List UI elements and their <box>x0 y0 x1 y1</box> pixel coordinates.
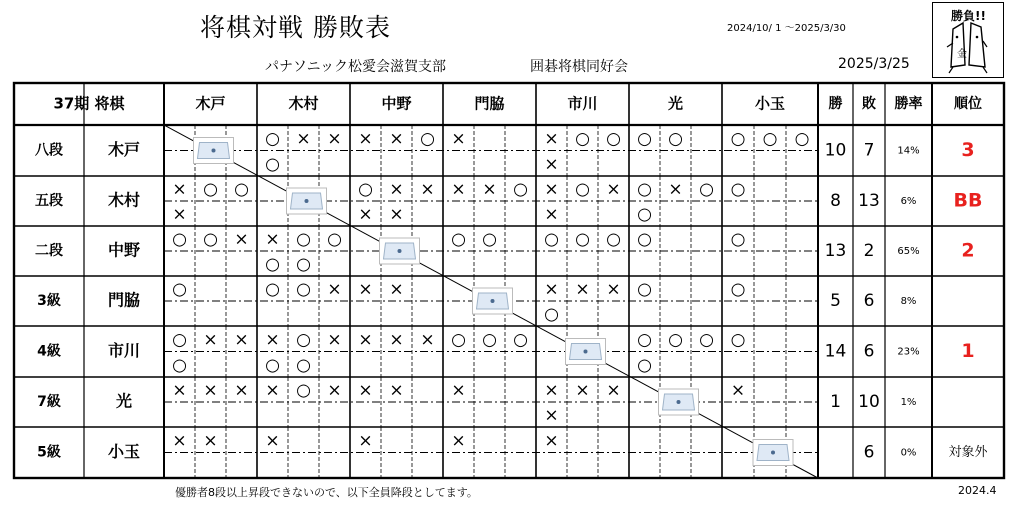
row-win-rate: 1% <box>900 397 917 408</box>
match-result-mark: ○ <box>265 254 280 275</box>
match-result-mark: × <box>358 204 373 225</box>
match-result-mark: ○ <box>296 329 311 350</box>
match-result-mark: ○ <box>265 128 280 149</box>
match-result-mark: × <box>544 154 559 175</box>
column-header-rate: 勝率 <box>894 96 923 112</box>
row-rank: 4級 <box>37 343 61 360</box>
match-result-mark: ○ <box>358 179 373 200</box>
match-result-mark: ○ <box>637 229 652 250</box>
row-place: 2 <box>961 239 975 262</box>
row-win-rate: 23% <box>897 346 920 358</box>
row-losses: 7 <box>863 140 875 161</box>
row-place: 1 <box>961 340 975 362</box>
match-result-mark: ○ <box>762 128 778 149</box>
row-losses: 10 <box>858 392 880 412</box>
column-header-player: 小玉 <box>754 94 786 113</box>
match-result-mark: × <box>451 179 466 200</box>
corner-label: 37期 将棋 <box>53 94 125 113</box>
match-result-mark: ○ <box>513 329 528 350</box>
row-player-name: 小玉 <box>107 442 141 461</box>
shogi-piece-icon <box>659 389 699 415</box>
match-result-mark: ○ <box>265 355 280 376</box>
match-result-mark: ○ <box>575 128 590 149</box>
row-rank: 八段 <box>35 142 63 159</box>
match-result-mark: ○ <box>668 329 683 350</box>
table-border <box>14 83 1004 478</box>
match-result-mark: ○ <box>606 229 621 250</box>
match-result-mark: ○ <box>699 179 714 200</box>
match-result-mark: × <box>482 179 497 200</box>
match-result-mark: × <box>420 329 435 350</box>
match-result-mark: × <box>544 380 559 401</box>
match-result-mark: ○ <box>730 229 746 250</box>
page-title: 将棋対戦 勝敗表 <box>200 13 391 42</box>
match-result-mark: × <box>234 380 249 401</box>
match-result-mark: × <box>606 279 621 300</box>
row-rank: 3級 <box>37 293 61 309</box>
match-result-mark: × <box>203 380 218 401</box>
shogi-piece-icon <box>380 238 420 264</box>
match-result-mark: × <box>265 430 280 451</box>
match-result-mark: ○ <box>637 204 652 225</box>
organization-name: パナソニック松愛会滋賀支部 <box>265 59 447 75</box>
column-header-losses: 敗 <box>862 96 876 112</box>
match-result-mark: × <box>544 179 559 200</box>
row-wins: 5 <box>830 291 841 311</box>
club-name: 囲碁将棋同好会 <box>530 59 628 75</box>
row-win-rate: 0% <box>900 447 917 459</box>
match-result-mark: ○ <box>296 229 311 250</box>
period-range: 2024/10/ 1 ～2025/3/30 <box>727 23 846 34</box>
match-result-mark: ○ <box>420 128 435 149</box>
match-result-mark: × <box>451 128 466 149</box>
row-losses: 13 <box>858 191 880 211</box>
row-wins: 10 <box>824 140 847 161</box>
row-wins: 14 <box>824 341 847 362</box>
match-result-mark: × <box>451 380 466 401</box>
match-result-mark: ○ <box>575 229 590 250</box>
match-result-mark: × <box>358 380 373 401</box>
match-result-mark: × <box>327 279 342 300</box>
match-result-mark: × <box>389 204 404 225</box>
row-player-name: 木戸 <box>107 140 141 159</box>
match-result-mark: ○ <box>668 128 683 149</box>
row-place: 3 <box>961 139 975 161</box>
match-result-mark: ○ <box>172 229 187 250</box>
match-result-mark: × <box>389 380 404 401</box>
match-result-mark: × <box>265 380 280 401</box>
match-result-mark: × <box>389 179 404 200</box>
match-result-mark: × <box>327 329 342 350</box>
match-result-mark: × <box>544 128 559 149</box>
match-result-mark: ○ <box>203 179 218 200</box>
row-rank: 五段 <box>35 193 63 209</box>
shogi-piece-icon <box>194 138 234 164</box>
row-losses: 6 <box>863 341 875 362</box>
row-win-rate: 65% <box>897 246 920 257</box>
match-result-mark: ○ <box>172 329 187 350</box>
row-place: 対象外 <box>948 445 988 460</box>
match-result-mark: ○ <box>513 179 528 200</box>
match-result-mark: × <box>389 329 404 350</box>
match-result-mark: ○ <box>699 329 714 350</box>
logo-piece-label: 金 <box>957 49 967 60</box>
match-result-mark: × <box>203 329 218 350</box>
match-result-mark: × <box>358 128 373 149</box>
match-result-mark: ○ <box>482 329 497 350</box>
match-result-mark: ○ <box>234 179 249 200</box>
match-result-mark: ○ <box>172 279 187 300</box>
match-result-mark: ○ <box>606 128 621 149</box>
match-result-mark: ○ <box>296 254 311 275</box>
match-result-mark: ○ <box>172 355 187 376</box>
match-result-mark: × <box>544 405 559 426</box>
match-result-mark: ○ <box>203 229 218 250</box>
shogi-piece-icon <box>566 339 606 365</box>
match-result-mark: × <box>296 128 311 149</box>
column-header-player: 光 <box>667 94 684 113</box>
match-result-mark: × <box>730 380 746 401</box>
match-result-mark: ○ <box>544 229 559 250</box>
match-result-mark: ○ <box>637 329 652 350</box>
match-result-mark: × <box>606 380 621 401</box>
match-result-mark: × <box>544 279 559 300</box>
row-losses: 2 <box>863 241 875 261</box>
match-result-mark: × <box>327 380 342 401</box>
row-wins: 8 <box>830 191 841 211</box>
match-result-mark: ○ <box>794 128 810 149</box>
match-result-mark: ○ <box>730 329 746 350</box>
match-result-mark: × <box>389 128 404 149</box>
match-result-mark: × <box>172 204 187 225</box>
match-result-mark: × <box>606 179 621 200</box>
match-result-mark: ○ <box>451 229 466 250</box>
logo-text: 勝負!! <box>951 9 986 23</box>
match-result-mark: ○ <box>730 179 746 200</box>
row-win-rate: 14% <box>897 145 920 157</box>
column-header-player: 木戸 <box>195 94 226 113</box>
match-result-mark: ○ <box>296 355 311 376</box>
match-result-mark: × <box>172 430 187 451</box>
shogi-piece-icon <box>473 288 513 314</box>
row-player-name: 木村 <box>107 190 141 210</box>
match-result-mark: ○ <box>637 128 652 149</box>
row-rank: 5級 <box>37 444 61 461</box>
match-result-mark: × <box>389 279 404 300</box>
match-result-mark: × <box>265 229 280 250</box>
match-result-mark: ○ <box>265 279 280 300</box>
match-result-mark: ○ <box>730 279 746 300</box>
match-result-mark: ○ <box>637 279 652 300</box>
row-place: BB <box>953 189 983 212</box>
report-date: 2025/3/25 <box>838 56 910 72</box>
match-result-mark: ○ <box>327 229 342 250</box>
column-header-place: 順位 <box>954 96 982 112</box>
column-header-wins: 勝 <box>828 96 843 112</box>
match-result-mark: × <box>234 329 249 350</box>
match-result-mark: × <box>544 430 559 451</box>
match-result-mark: × <box>234 229 249 250</box>
row-player-name: 市川 <box>107 341 141 360</box>
column-header-player: 中野 <box>381 94 412 113</box>
match-result-mark: ○ <box>265 154 280 175</box>
column-header-player: 市川 <box>567 94 598 113</box>
row-player-name: 門脇 <box>107 290 141 310</box>
shogi-piece-icon <box>287 188 327 214</box>
match-result-mark: ○ <box>637 179 652 200</box>
match-result-mark: ○ <box>575 179 590 200</box>
row-player-name: 中野 <box>107 240 141 260</box>
footer-version: 2024.4 <box>958 484 997 497</box>
column-header-player: 木村 <box>288 94 319 113</box>
row-wins: 13 <box>824 241 847 261</box>
row-win-rate: 8% <box>900 296 917 307</box>
match-result-mark: ○ <box>544 304 559 325</box>
match-result-mark: × <box>172 380 187 401</box>
match-result-mark: × <box>358 329 373 350</box>
match-result-mark: × <box>544 204 559 225</box>
match-result-mark: × <box>265 329 280 350</box>
row-win-rate: 6% <box>900 196 917 207</box>
match-result-mark: ○ <box>296 380 311 401</box>
match-result-mark: ○ <box>451 329 466 350</box>
match-result-mark: × <box>420 179 435 200</box>
match-result-mark: ○ <box>296 279 311 300</box>
column-header-player: 門脇 <box>474 94 505 113</box>
shogi-piece-icon <box>753 440 793 466</box>
match-result-mark: × <box>203 430 218 451</box>
footer-note: 優勝者8段以上昇段できないので、以下全員降段としてます。 <box>175 486 478 499</box>
row-wins: 1 <box>830 392 841 412</box>
row-losses: 6 <box>863 442 875 463</box>
match-result-mark: × <box>668 179 683 200</box>
match-result-mark: × <box>358 430 373 451</box>
row-rank: 二段 <box>35 243 63 259</box>
match-result-mark: ○ <box>482 229 497 250</box>
row-player-name: 光 <box>115 391 133 411</box>
row-losses: 6 <box>863 291 875 311</box>
match-result-mark: × <box>358 279 373 300</box>
match-result-mark: × <box>172 179 187 200</box>
match-result-mark: ○ <box>730 128 746 149</box>
row-rank: 7級 <box>37 394 61 410</box>
match-result-mark: × <box>575 380 590 401</box>
match-result-mark: × <box>451 430 466 451</box>
match-result-mark: ○ <box>637 355 652 376</box>
match-result-mark: × <box>327 128 342 149</box>
match-result-mark: × <box>575 279 590 300</box>
